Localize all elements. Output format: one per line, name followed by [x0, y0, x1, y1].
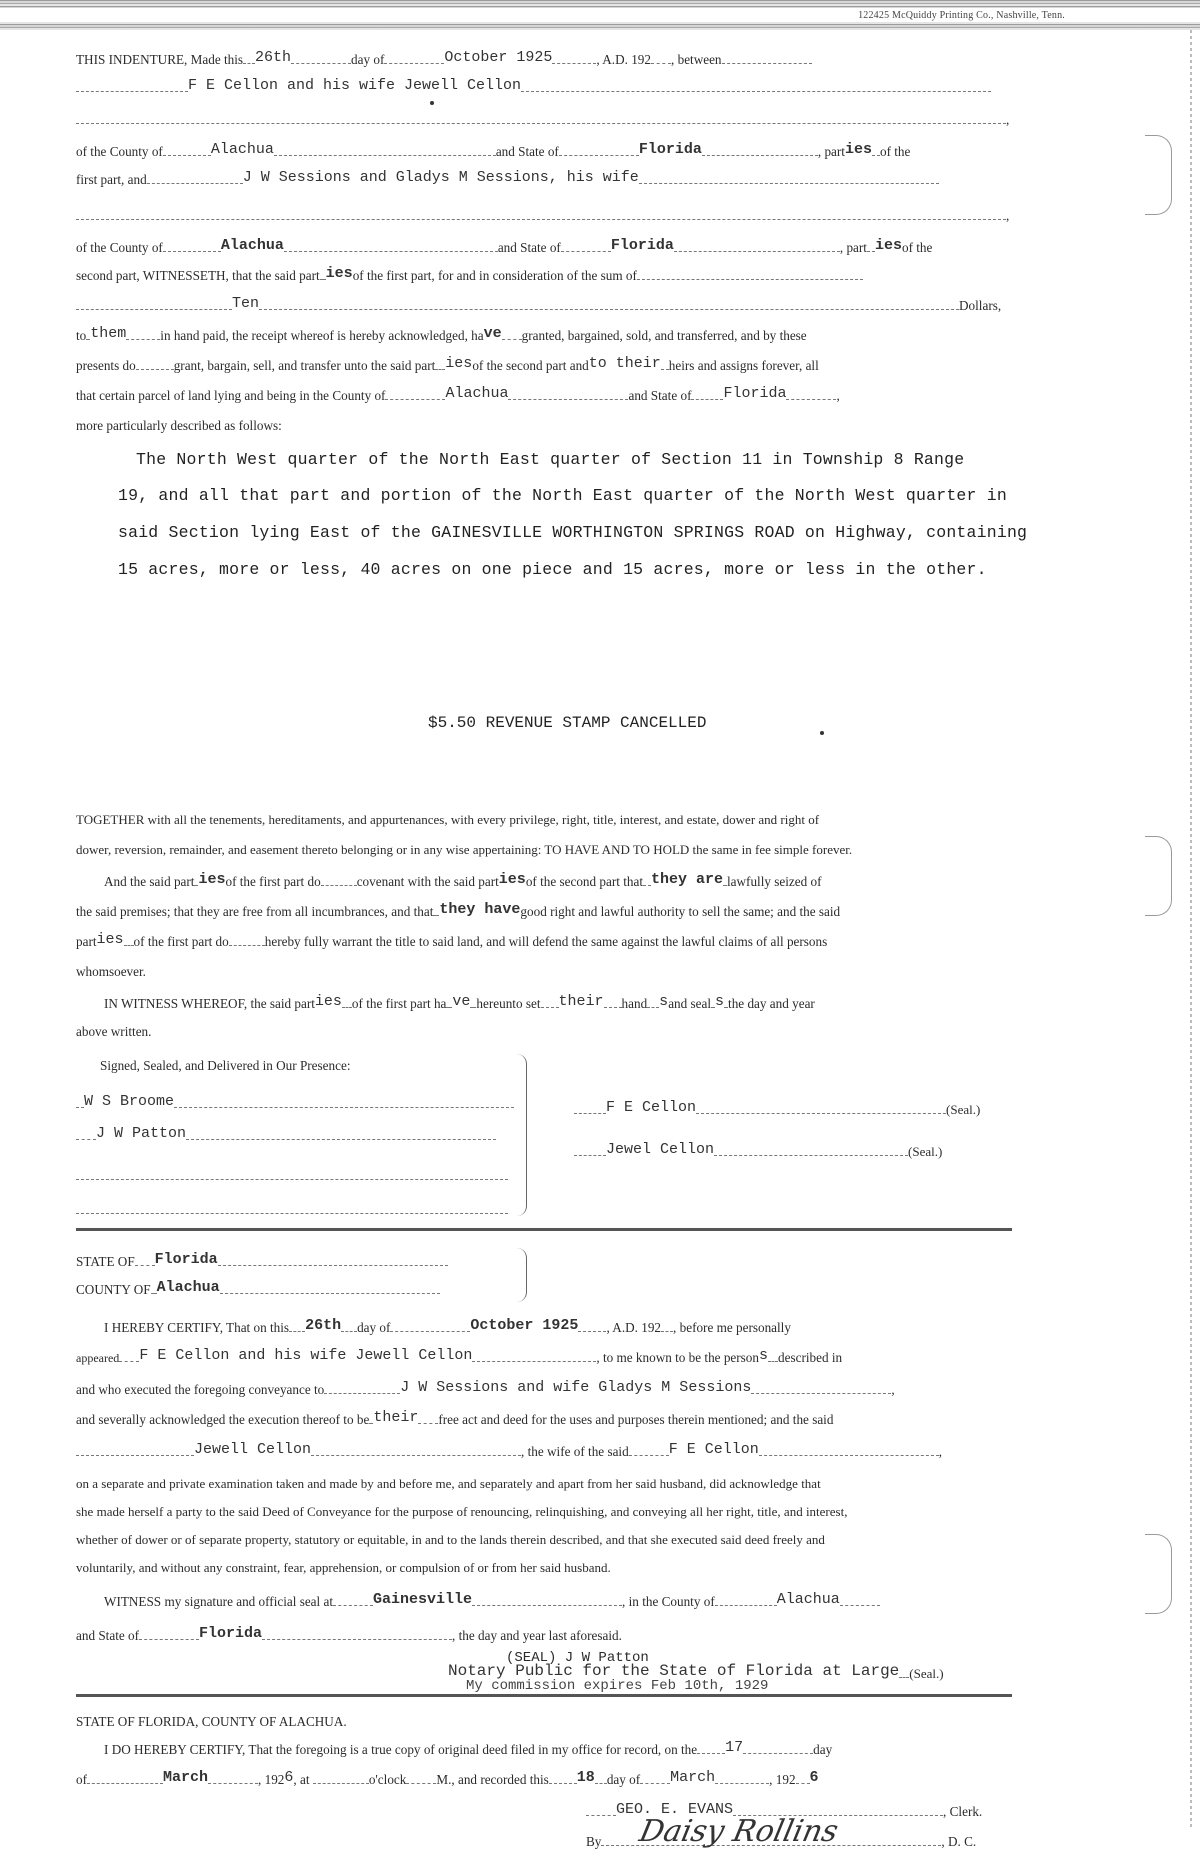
label-text: of the — [901, 240, 933, 255]
label-text: appeared — [76, 1351, 120, 1365]
notary-state-line — [76, 1626, 1012, 1647]
together-line-1: TOGETHER with all the tenements, hereditaments, and appurtenances, with every privilege, right, title, interest, and estate, dower and right of — [76, 812, 820, 827]
label-text: and severally acknowledged the execution thereof to be — [76, 1412, 370, 1427]
grantor-state: Florida — [638, 141, 702, 158]
notary-seal: (SEAL) J W Patton — [506, 1650, 649, 1666]
blank-line: , — [76, 110, 1012, 130]
label-text: , the day and year last aforesaid. — [452, 1628, 622, 1643]
page-edge — [1190, 30, 1192, 1830]
their: their — [373, 1409, 419, 1426]
ack-paragraph-line: voluntarily, and without any constraint, fear, apprehension, or compulsion of or from her said husband. — [76, 1560, 611, 1575]
label-text: and who executed the foregoing conveyance to — [76, 1382, 325, 1397]
ack-month-year: October 1925 — [470, 1317, 579, 1334]
grantee-names: J W Sessions and Gladys M Sessions, his wife — [242, 169, 639, 186]
parties-suffix: ies — [96, 931, 124, 948]
witness-line — [76, 1200, 516, 1220]
label-text: more particularly described as follows: — [76, 418, 282, 433]
plural-s: s — [715, 993, 725, 1010]
binding-hole-mark — [1145, 1534, 1172, 1614]
notary-witness-line — [104, 1592, 1040, 1613]
grantor-names: F E Cellon and his wife Jewell Cellon — [188, 77, 522, 94]
blank-line: , — [76, 206, 1012, 226]
label-text: free act and deed for the uses and purposes therein mentioned; and the said — [438, 1412, 834, 1427]
label-text: and State of — [76, 1628, 139, 1643]
recording-heading: STATE OF FLORIDA, COUNTY OF ALACHUA. — [76, 1714, 347, 1729]
label-text: day of — [351, 52, 385, 67]
ack-paragraph-line: whether of dower or of separate property, statutory or equitable, in and to the lands therein described, and that she executed said deed freely and — [76, 1532, 825, 1547]
filed-year-digit: 6 — [284, 1769, 294, 1786]
label-text: o'clock — [368, 1772, 407, 1787]
label-text: hereby fully warrant the title to said land, and will defend the same against the lawful claims of all persons — [264, 934, 828, 949]
grantee-county-line — [76, 238, 1012, 259]
notary-title: Notary Public for the State of Florida at Large — [448, 1662, 900, 1680]
label-text: , A.D. 192 — [606, 1320, 662, 1335]
consideration-sum: Ten — [232, 295, 260, 312]
seal-label: (Seal.) — [946, 1102, 981, 1117]
conveyed-to: J W Sessions and wife Gladys M Sessions — [400, 1379, 752, 1396]
covenant-line-2 — [76, 902, 1012, 923]
label-text: the day and year — [728, 996, 815, 1011]
husband-name: F E Cellon — [668, 1441, 759, 1458]
dot-mark — [430, 101, 434, 105]
label-text: of the County of — [76, 240, 163, 255]
label-text: , between — [671, 52, 722, 67]
grantor-county-line — [76, 142, 1012, 163]
label-text: day of — [357, 1320, 391, 1335]
they-are: they are — [651, 871, 724, 888]
ack-county: Alachua — [156, 1279, 220, 1296]
printer-imprint: 122425 McQuiddy Printing Co., Nashville, Tenn. — [858, 10, 1065, 21]
description-line: 15 acres, more or less, 40 acres on one piece and 15 acres, more or less in the other. — [118, 560, 987, 579]
appeared-names: F E Cellon and his wife Jewell Cellon — [139, 1347, 473, 1364]
label-text: of the first part do — [133, 934, 229, 949]
witness-line — [76, 1094, 516, 1115]
description-line: 19, and all that part and portion of the North East quarter of the North West quarter in — [118, 486, 1007, 505]
witness-name: J W Patton — [96, 1125, 187, 1142]
ack-paragraph-line: on a separate and private examination taken and made by and before me, and separately and apart from her said husband, did acknowledge that — [76, 1476, 821, 1491]
label-text: and State of — [495, 144, 559, 159]
conveyed-to-line: and who executed the foregoing conveyance to J W Sessions and wife Gladys M Sessions , — [76, 1379, 895, 1397]
parties-suffix: ies — [844, 141, 872, 158]
recording-line-2 — [76, 1770, 1012, 1791]
wife-line: Jewell Cellon , the wife of the said F E Cellon , — [76, 1442, 1012, 1463]
parcel-line: that certain parcel of land lying and being in the County of Alachua and State of Florida , — [76, 385, 840, 403]
label-text: , Clerk. — [943, 1804, 983, 1819]
indenture-line-1 — [76, 50, 1012, 71]
brace — [516, 1054, 527, 1216]
grantor-county: Alachua — [210, 141, 274, 158]
label-text: I DO HEREBY CERTIFY, That the foregoing is a true copy of original deed filed in my office for record, on the — [104, 1742, 698, 1757]
label-text: , the wife of the said — [521, 1444, 629, 1459]
witness-state: Florida — [199, 1625, 263, 1642]
label-text: grant, bargain, sell, and transfer unto the said part — [173, 358, 436, 373]
certify-line — [104, 1318, 1040, 1339]
label-text: covenant with the said part — [356, 874, 499, 889]
label-text: second part, WITNESSETH, that the said part — [76, 268, 320, 283]
label-text: first part, and — [76, 172, 147, 187]
dot-mark — [820, 731, 824, 735]
label-text: of the — [879, 144, 911, 159]
label-text: of the first part, for and in consideration of the sum of — [352, 268, 637, 283]
recording-line-1 — [104, 1740, 1040, 1761]
grantee-state: Florida — [610, 237, 674, 254]
label-text: to — [76, 328, 87, 343]
label-text: IN WITNESS WHEREOF, the said part — [104, 996, 315, 1011]
brace — [516, 1248, 527, 1302]
parties-suffix: ies — [314, 993, 342, 1010]
covenant-line-3 — [76, 932, 1012, 953]
indenture-month-year: October 1925 — [444, 49, 553, 66]
label-text: M., and recorded this — [436, 1772, 549, 1787]
their: their — [558, 993, 604, 1010]
parties-suffix: ies — [445, 355, 473, 372]
deputy-clerk-signature: Daisy Rollins — [636, 1814, 842, 1849]
label-text: the said premises; that they are free from all incumbrances, and that — [76, 904, 434, 919]
label-text: heirs and assigns forever, all — [668, 358, 819, 373]
label-text: in hand paid, the receipt whereof is hereby acknowledged, ha — [160, 328, 484, 343]
witness-city: Gainesville — [373, 1591, 473, 1608]
label-text: and seal — [668, 996, 712, 1011]
label-text: good right and lawful authority to sell the same; and the said — [520, 904, 841, 919]
presents-line — [76, 356, 1012, 377]
description-line: said Section lying East of the GAINESVILLE WORTHINGTON SPRINGS ROAD on Highway, containing — [118, 523, 1028, 542]
witness-line — [76, 1166, 516, 1186]
to-their: to their — [588, 355, 661, 372]
label-text: , 192 — [769, 1772, 796, 1787]
parties-suffix: ies — [198, 871, 226, 888]
label-text: of the first part do — [225, 874, 321, 889]
seal-label: (Seal.) — [908, 1144, 943, 1159]
grantees-line — [76, 170, 1012, 191]
have-suffix: ve — [483, 325, 502, 342]
label-text: , D. C. — [941, 1834, 977, 1849]
label-text: day of — [606, 1772, 641, 1787]
ack-state: Florida — [154, 1251, 218, 1268]
revenue-stamp-note: $5.50 REVENUE STAMP CANCELLED — [428, 714, 707, 732]
they-have: they have — [439, 901, 521, 918]
label-text: By — [586, 1834, 602, 1849]
grantor-signature-line — [574, 1100, 1014, 1121]
witness-county: Alachua — [776, 1591, 840, 1608]
label-text: , part — [839, 240, 867, 255]
description-line: The North West quarter of the North East quarter of Section 11 in Township 8 Range — [136, 450, 965, 469]
have-suffix: ve — [452, 993, 471, 1010]
covenant-line-1 — [104, 872, 1040, 893]
label-text: hereunto set — [476, 996, 541, 1011]
presence-label: Signed, Sealed, and Delivered in Our Presence: — [100, 1058, 351, 1073]
binding-hole-mark — [1145, 836, 1172, 916]
label-text: WITNESS my signature and official seal at — [104, 1594, 334, 1609]
witnesseth-line — [76, 266, 1012, 287]
in-witness-line — [104, 994, 1040, 1015]
plural-s: s — [759, 1347, 769, 1364]
label-text: , to me known to be the person — [596, 1350, 759, 1365]
parties-suffix: ies — [498, 871, 526, 888]
recorded-year-digit: 6 — [809, 1769, 819, 1786]
hand-paid-line — [76, 326, 1012, 347]
label-text: and State of — [628, 388, 692, 403]
parcel-state: Florida — [723, 385, 787, 402]
label-text: of the second part that — [525, 874, 643, 889]
label-text: day — [813, 1742, 833, 1757]
label-text: COUNTY OF — [76, 1282, 151, 1297]
label-text: that certain parcel of land lying and being in the County of — [76, 388, 386, 403]
together-line-2: dower, reversion, remainder, and easement thereto belonging or in any wise appertaining: TO HAVE AND TO HOLD the same in fee simple forever. — [76, 842, 853, 857]
label-text: granted, bargained, sold, and transferred, and by these — [521, 328, 807, 343]
grantor-signature: Jewel Cellon — [606, 1141, 715, 1158]
binding-hole-mark — [1145, 135, 1172, 215]
section-rule — [76, 1228, 1012, 1231]
to-whom: them — [90, 325, 127, 342]
clerk-name: GEO. E. EVANS — [616, 1801, 734, 1818]
label-text: THIS INDENTURE, Made this — [76, 52, 244, 67]
label-text: Dollars, — [959, 298, 1002, 313]
witness-name: W S Broome — [84, 1093, 175, 1110]
label-text: , at — [293, 1772, 310, 1787]
label-text: , in the County of — [622, 1594, 715, 1609]
section-rule — [76, 1694, 1012, 1697]
label-text: , A.D. 192 — [596, 52, 651, 67]
label-text: described in — [778, 1350, 843, 1365]
grantor-signature-line — [574, 1142, 1014, 1163]
label-text: of the second part and — [472, 358, 589, 373]
label-text: I HEREBY CERTIFY, That on this — [104, 1320, 290, 1335]
grantee-county: Alachua — [220, 237, 284, 254]
parcel-county: Alachua — [445, 385, 509, 402]
covenant-line-4: whomsoever. — [76, 964, 146, 979]
ack-day: 26th — [305, 1317, 342, 1334]
seal-label: (Seal.) — [909, 1666, 944, 1681]
ack-state-line — [76, 1252, 516, 1273]
grantor-signature: F E Cellon — [606, 1099, 697, 1116]
label-text: , 192 — [258, 1772, 285, 1787]
wife-name: Jewell Cellon — [194, 1441, 312, 1458]
label-text: , part — [817, 144, 845, 159]
appeared-line — [76, 1348, 1012, 1369]
ack-county-line — [76, 1280, 516, 1301]
label-text: , before me personally — [673, 1320, 791, 1335]
label-text: presents do — [76, 358, 136, 373]
label-text: of — [76, 1772, 87, 1787]
label-text: of the first part ha — [351, 996, 447, 1011]
parties-suffix: ies — [325, 265, 353, 282]
label-text: And the said part — [104, 874, 195, 889]
label-text: and State of — [497, 240, 561, 255]
filed-month: March — [163, 1769, 209, 1786]
recorded-month: March — [670, 1769, 716, 1786]
recorded-day: 18 — [576, 1769, 595, 1786]
label-text: of the County of — [76, 144, 163, 159]
filed-day: 17 — [725, 1739, 744, 1756]
grantors-line — [76, 78, 1012, 99]
ack-paragraph-line: she made herself a party to the said Deed of Conveyance for the purpose of renouncing, relinquishing, and conveying all her right, title, and interest, — [76, 1504, 848, 1519]
parties-suffix: ies — [874, 237, 902, 254]
more-particular-line — [76, 416, 1012, 436]
witness-line — [76, 1126, 516, 1147]
above-written: above written. — [76, 1024, 152, 1039]
indenture-day: 26th — [255, 49, 292, 66]
label-text: lawfully seized of — [727, 874, 822, 889]
sum-line — [76, 296, 1012, 317]
label-text: hand — [621, 996, 648, 1011]
label-text: STATE OF — [76, 1254, 135, 1269]
plural-s: s — [659, 993, 669, 1010]
label-text: part — [76, 934, 97, 949]
severally-line — [76, 1410, 1012, 1431]
notary-commission: My commission expires Feb 10th, 1929 — [466, 1678, 769, 1694]
